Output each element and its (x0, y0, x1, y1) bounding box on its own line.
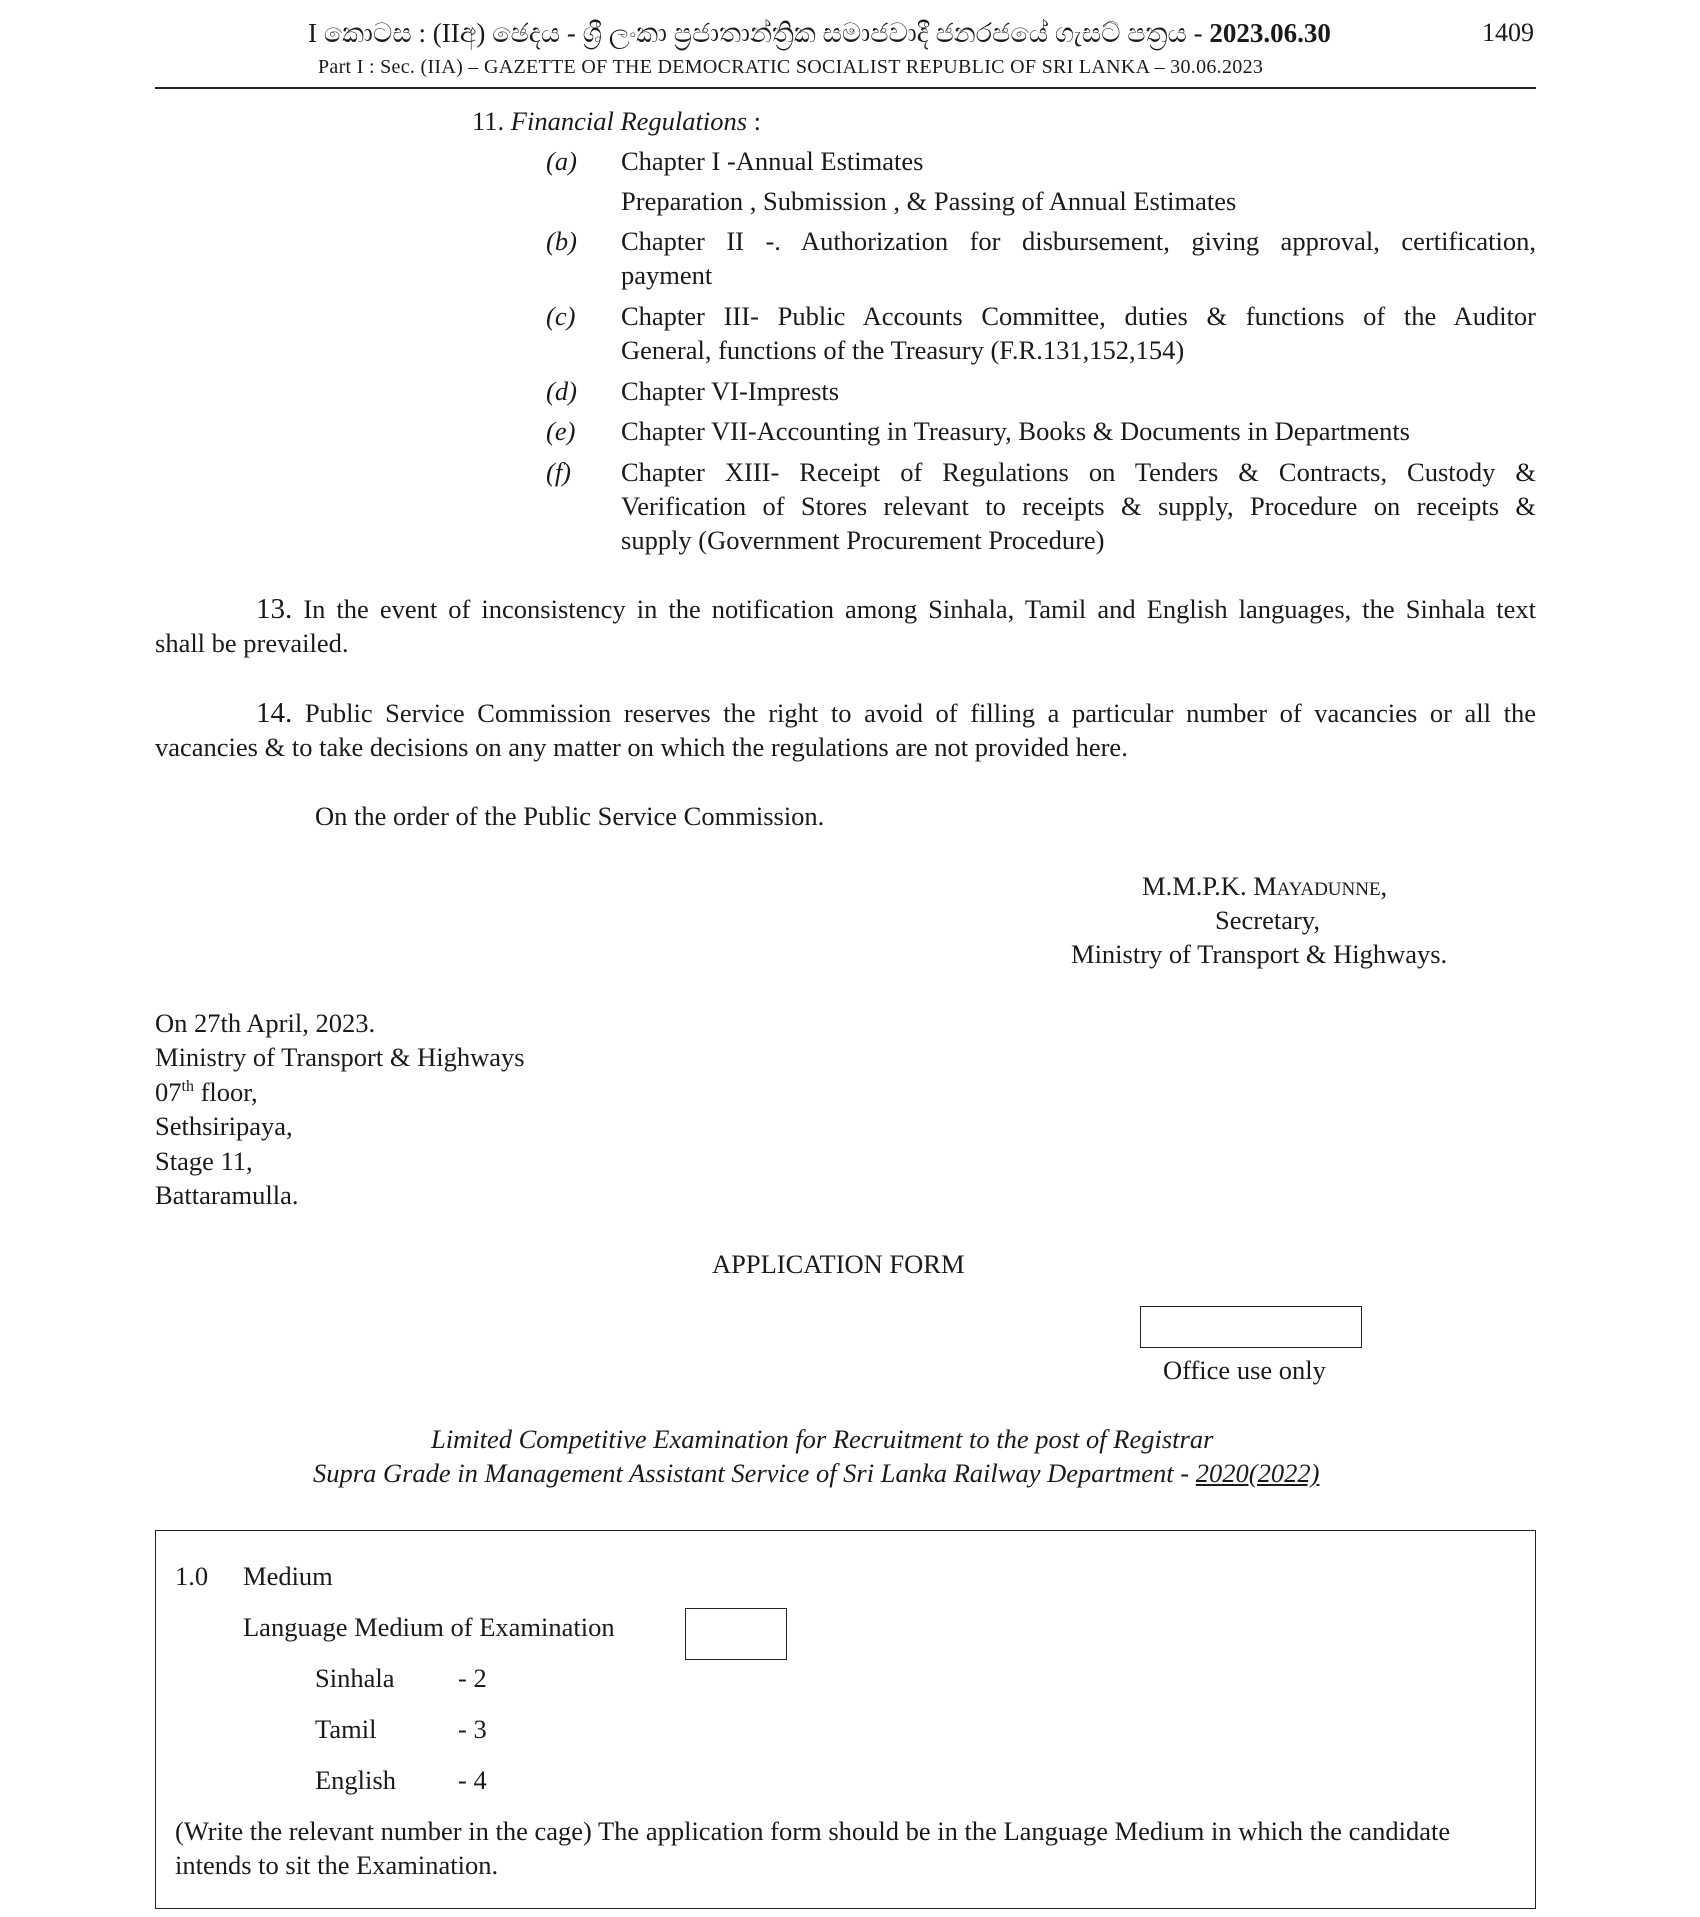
address-floor-number: 07 (155, 1077, 182, 1107)
exam-title-text: Supra Grade in Management Assistant Service of Sri Lanka Railway Department - (313, 1458, 1196, 1488)
section-11-colon: : (747, 106, 762, 136)
address-floor-word: floor, (193, 1077, 258, 1107)
language-english-name: English (315, 1765, 396, 1795)
page-number: 1409 (1482, 18, 1534, 47)
para-13-text: In the event of inconsistency in the notification among Sinhala, Tamil and English languages, the Sinhala text (303, 594, 1537, 624)
office-use-label: Office use only (1163, 1355, 1326, 1385)
item-f-label: (f) (546, 457, 572, 487)
item-c-line2: General, functions of the Treasury (F.R.131,152,154) (621, 335, 1185, 365)
medium-section-title: Medium (243, 1561, 333, 1591)
language-medium-input-box[interactable] (685, 1608, 787, 1660)
section-11-title: Financial Regulations (510, 106, 748, 136)
address-building: Sethsiripaya, (155, 1111, 293, 1141)
item-f-line3: supply (Government Procurement Procedure) (621, 525, 1105, 555)
item-d-line1: Chapter VI-Imprests (621, 376, 840, 406)
address-floor (155, 1075, 258, 1109)
language-medium-label: Language Medium of Examination (243, 1612, 615, 1642)
office-use-box[interactable] (1140, 1306, 1362, 1348)
item-b-label: (b) (546, 226, 577, 256)
item-e-line1: Chapter VII-Accounting in Treasury, Books & Documents in Departments (621, 416, 1410, 446)
item-d-label: (d) (546, 376, 577, 406)
medium-section-number: 1.0 (175, 1561, 209, 1591)
item-a-label: (a) (546, 146, 577, 176)
order-line: On the order of the Public Service Commission. (315, 801, 825, 831)
item-b-line2: payment (621, 260, 713, 290)
address-stage: Stage 11, (155, 1146, 253, 1176)
exam-year: 2020(2022) (1195, 1458, 1320, 1488)
address-city: Battaramulla. (155, 1180, 299, 1210)
item-a-line1: Chapter I -Annual Estimates (621, 146, 924, 176)
header-english-line: Part I : Sec. (IIA) – GAZETTE OF THE DEMOCRATIC SOCIALIST REPUBLIC OF SRI LANKA – 30.06.2023 (318, 56, 1264, 78)
medium-note-line1: (Write the relevant number in the cage) The application form should be in the Language Medium in which the candidate (175, 1816, 1451, 1846)
section-11-heading (472, 104, 761, 138)
para-14-line1 (256, 696, 1536, 730)
item-e-label: (e) (546, 416, 576, 446)
language-sinhala-code: - 2 (458, 1663, 487, 1693)
header-sinhala-line (308, 18, 1331, 50)
language-tamil-name: Tamil (315, 1714, 377, 1744)
item-c-line1: Chapter III- Public Accounts Committee, duties & functions of the Auditor (621, 301, 1536, 331)
signatory-ministry: Ministry of Transport & Highways. (1071, 939, 1448, 969)
para-14-line2: vacancies & to take decisions on any matter on which the regulations are not provided here. (155, 732, 1128, 762)
language-tamil-code: - 3 (458, 1714, 487, 1744)
address-ministry: Ministry of Transport & Highways (155, 1042, 525, 1072)
exam-title-line2 (313, 1456, 1319, 1490)
header-sinhala-date: 2023.06.30 (1209, 18, 1331, 48)
item-f-line1: Chapter XIII- Receipt of Regulations on Tenders & Contracts, Custody & (621, 457, 1536, 487)
exam-title-line1: Limited Competitive Examination for Recruitment to the post of Registrar (431, 1424, 1214, 1454)
signatory-title: Secretary, (1215, 905, 1320, 935)
address-date: On 27th April, 2023. (155, 1008, 376, 1038)
para-14-number: 14. (256, 697, 293, 729)
language-sinhala-name: Sinhala (315, 1663, 395, 1693)
application-form-title: APPLICATION FORM (712, 1249, 965, 1279)
header-rule (155, 87, 1536, 89)
signatory-name: M.M.P.K. Mayadunne, (1142, 871, 1388, 901)
item-b-line1: Chapter II -. Authorization for disbursement, giving approval, certification, (621, 226, 1536, 256)
medium-note-line2: intends to sit the Examination. (175, 1850, 499, 1880)
item-c-label: (c) (546, 301, 576, 331)
address-floor-suffix: th (181, 1078, 194, 1096)
para-13-line2: shall be prevailed. (155, 628, 349, 658)
para-14-text: Public Service Commission reserves the right to avoid of filling a particular number of vacancies or all the (304, 698, 1537, 728)
item-a-line2: Preparation , Submission , & Passing of Annual Estimates (621, 186, 1237, 216)
header-sinhala-text: I කොටස : (IIඅ) ඡෙදය - ශ්‍රී ලංකා ප්‍රජාතාන්ත්‍රික සමාජවාදී ජනරජයේ ගැසට් පත්‍රය - (308, 18, 1210, 48)
para-13-number: 13. (256, 593, 293, 625)
para-13-line1 (256, 592, 1536, 626)
language-english-code: - 4 (458, 1765, 487, 1795)
section-11-number: 11. (472, 106, 505, 136)
item-f-line2: Verification of Stores relevant to receipts & supply, Procedure on receipts & (621, 491, 1536, 521)
